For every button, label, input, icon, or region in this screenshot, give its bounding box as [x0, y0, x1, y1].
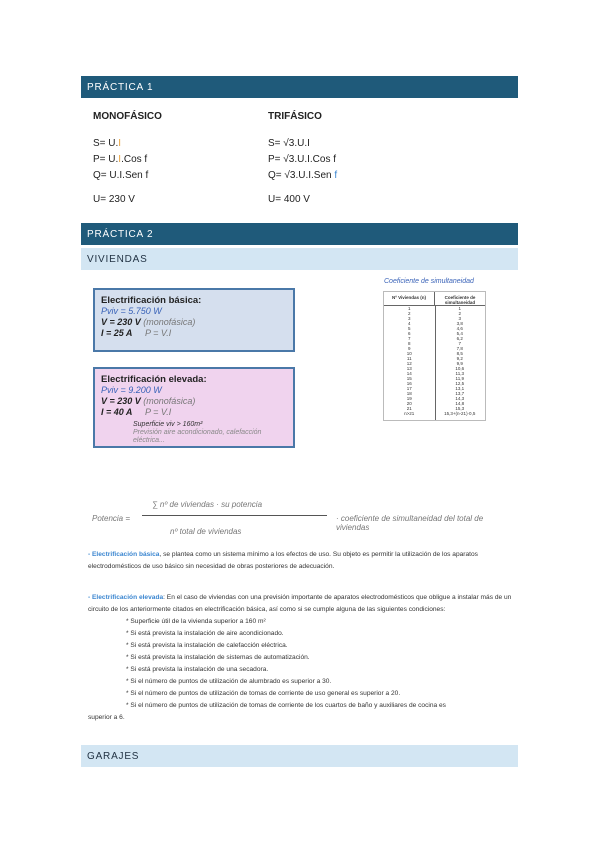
coeficiente-table-row: 17 13,1 [406, 386, 465, 391]
basica-current: I = 25 A [101, 328, 133, 338]
coeficiente-table-row: 15 11,9 [406, 376, 464, 381]
formula-denominator: nº total de viviendas [170, 527, 242, 536]
trifasico-heading: TRIFÁSICO [268, 111, 322, 122]
coeficiente-table-row: 20 14,8 [406, 401, 465, 406]
mono-s-formula: S= U.I [93, 138, 122, 149]
elevada-title: Electrificación elevada: [101, 374, 207, 385]
tri-p-formula: P= √3.U.I.Cos f [268, 154, 337, 165]
tri-s-formula: S= √3.U.I [268, 138, 310, 149]
basica-current-note: P = V.I [144, 328, 172, 338]
coeficiente-table [383, 291, 486, 421]
potencia-formula [92, 495, 512, 545]
basica-voltage: V = 230 V [101, 317, 141, 327]
coeficiente-table-row: 3 3 [407, 316, 461, 321]
mono-q-formula: Q= U.I.Sen f [93, 170, 149, 181]
tri-voltage: U= 400 V [268, 194, 310, 205]
coeficiente-table-header: Nº Viviendas (n) Coeficiente de simultaneidad [384, 292, 485, 306]
formula-fraction-bar [142, 515, 327, 516]
condition-item: * Si está prevista la instalación de aire acondicionado. [126, 630, 284, 637]
coeficiente-table-row: 7 6,2 [407, 336, 463, 341]
coeficiente-table-row: 4 3,8 [407, 321, 463, 326]
condition-item: * Si el número de puntos de utilización de alumbrado es superior a 30. [126, 678, 332, 685]
formula-numerator: ∑ nº de viviendas · su potencia [152, 500, 263, 509]
coeficiente-table-row: 8 7 [407, 341, 461, 346]
trifasico-column [268, 111, 337, 210]
basica-keyword: Electrificación básica [92, 551, 160, 558]
basica-title: Electrificación básica: [101, 295, 202, 306]
elevada-voltage: V = 230 V [101, 396, 141, 406]
electrificacion-elevada-box [93, 367, 295, 448]
coeficiente-table-row: 11 9,2 [406, 356, 463, 361]
coeficiente-table-row: 10 8,5 [406, 351, 463, 356]
elevada-current: I = 40 A [101, 407, 133, 417]
monofasico-column [93, 111, 162, 210]
coeficiente-table-row: 14 11,3 [406, 371, 464, 376]
condition-item: * Si está prevista la instalación de calefacción eléctrica. [126, 642, 288, 649]
condition-item: * Si el número de puntos de utilización de tomas de corriente de uso general es superior a 20. [126, 690, 401, 697]
coeficiente-table-row: 5 4,6 [407, 326, 463, 331]
elevada-keyword: Electrificación elevada [92, 594, 164, 601]
coeficiente-table-row: 13 10,6 [406, 366, 465, 371]
coeficiente-table-row: 1 1 [407, 306, 461, 311]
coeficiente-table-row: 16 12,5 [406, 381, 465, 386]
basica-paragraph: - Electrificación básica, se plantea como un sistema mínimo a los efectos de uso. Su objeto es permitir la utilización de los aparatos electrodomésticos de uso básico sin necesidad de obras posteriores de adecuación. [88, 551, 478, 570]
electrificacion-basica-box [93, 288, 295, 352]
coeficiente-table-body [384, 306, 485, 420]
monofasico-heading: MONOFÁSICO [93, 111, 162, 122]
coeficiente-table-row: 9 7,8 [407, 346, 463, 351]
garajes-header: GARAJES [81, 745, 518, 767]
elevada-notes: Superficie viv > 160m² Previsión aire acondicionado, calefacción eléctrica... [133, 421, 262, 444]
practica1-header: PRÁCTICA 1 [81, 76, 518, 98]
mono-voltage: U= 230 V [93, 194, 135, 205]
elevada-voltage-note: (monofásica) [143, 396, 196, 406]
coeficiente-table-row: 12 9,9 [406, 361, 463, 366]
coeficiente-table-row: n>21 15,3+(n-21)·0,5 [404, 411, 476, 416]
viviendas-header: VIVIENDAS [81, 248, 518, 270]
practica2-header: PRÁCTICA 2 [81, 223, 518, 245]
tri-q-formula: Q= √3.U.I.Sen f [268, 170, 338, 181]
formula-rhs: · coeficiente de simultaneidad del total de viviendas [336, 514, 484, 532]
coeficiente-table-row: 18 13,7 [406, 391, 465, 396]
mono-p-formula: P= U.I.Cos f [93, 154, 148, 165]
elevada-current-note: P = V.I [144, 407, 172, 417]
condition-item: * Superficie útil de la vivienda superior a 160 m² [126, 618, 266, 625]
condition-item: * Si el número de puntos de utilización de tomas de corriente de los cuartos de baño y auxiliares de cocina es [126, 702, 446, 709]
elevada-paragraph: - Electrificación elevada: En el caso de viviendas con una previsión importante de aparatos electrodomésticos que obligue a instalar más de un circuito de los anteriormente citados en electrificación básica, así como si se cumple alguna de las siguientes condiciones: * Superficie útil de la vivienda superior a 160 m² * Si está prevista la instalación de aire acondicionado. * Si está prevista la instalación de calefacción eléctrica. * Si está prevista la instalación de sistemas de automatización. * Si está prevista la instalación de una secadora. * Si el número de puntos de utilización de alumbrado es superior a 30. * Si el número de puntos de utilización de tomas de corriente de uso general es superior a 20. * Si el número de puntos de utilización de tomas de corriente de los cuartos de baño y auxiliares de cocina es superior a 6. [88, 592, 518, 724]
formula-lhs: Potencia = [92, 514, 131, 523]
condition-item: * Si está prevista la instalación de sistemas de automatización. [126, 654, 310, 661]
condition-tail: superior a 6. [88, 714, 125, 721]
elevada-power: Pviv = 9.200 W [101, 385, 162, 395]
basica-power: Pviv = 5.750 W [101, 306, 162, 316]
coeficiente-title: Coeficiente de simultaneidad [384, 278, 474, 285]
coeficiente-table-row: 2 2 [407, 311, 461, 316]
basica-voltage-note: (monofásica) [143, 317, 196, 327]
condition-item: * Si está prevista la instalación de una secadora. [126, 666, 269, 673]
coeficiente-table-row: 21 15,3 [406, 406, 465, 411]
coeficiente-table-row: 19 14,3 [406, 396, 465, 401]
coeficiente-table-row: 6 5,4 [407, 331, 463, 336]
